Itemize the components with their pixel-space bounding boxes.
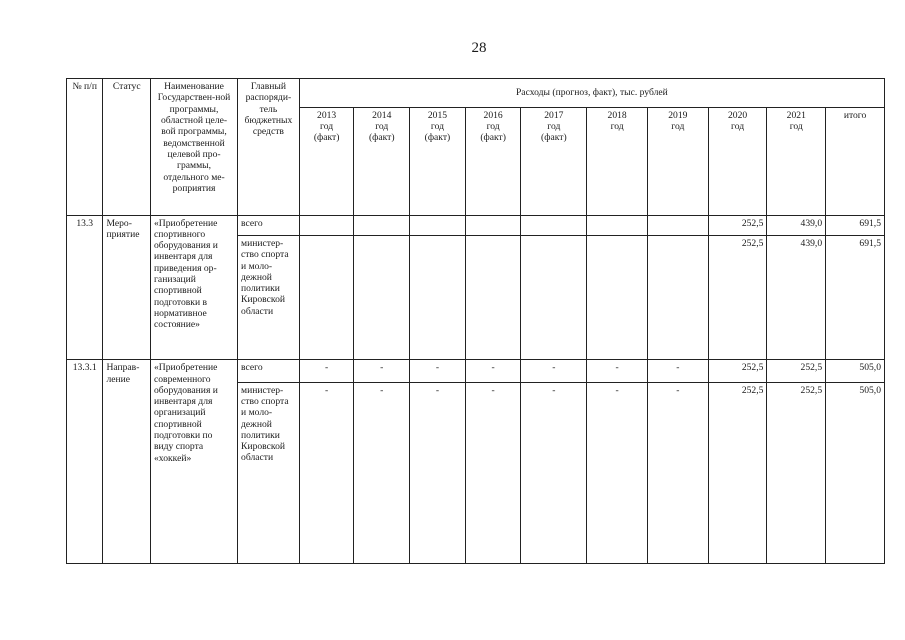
cell-value: -: [587, 382, 648, 563]
header-admin: Главный распоряди-тель бюджетных средств: [238, 79, 300, 216]
cell-value: 252,5: [767, 360, 826, 382]
cell-total: 505,0: [826, 360, 885, 382]
cell-total: 691,5: [826, 235, 885, 359]
cell-value: 439,0: [767, 215, 826, 235]
cell-value: -: [587, 360, 648, 382]
header-expenses: Расходы (прогноз, факт), тыс. рублей: [299, 79, 884, 108]
cell-value: [299, 235, 354, 359]
header-year-2014: 2014 год (факт): [354, 107, 410, 215]
header-year-2020: 2020 год: [708, 107, 767, 215]
cell-value: -: [647, 360, 708, 382]
table-row: [67, 215, 885, 235]
row-num: 13.3: [67, 215, 103, 360]
cell-value: 252,5: [708, 235, 767, 359]
header-year-2019: 2019 год: [647, 107, 708, 215]
cell-value: [465, 235, 521, 359]
cell-value: [647, 235, 708, 359]
row-status: Меро-приятие: [103, 215, 151, 360]
cell-value: [647, 215, 708, 235]
cell-value: [521, 215, 587, 235]
cell-value: [354, 215, 410, 235]
cell-value: [587, 215, 648, 235]
cell-value: -: [410, 382, 466, 563]
cell-total: 505,0: [826, 382, 885, 563]
cell-total: 691,5: [826, 215, 885, 235]
row-admin: всего: [238, 360, 300, 382]
row-admin: министер-ство спорта и моло-дежной политики Кировской области: [238, 235, 300, 359]
cell-value: [410, 215, 466, 235]
cell-value: [465, 215, 521, 235]
header-num: № п/п: [67, 79, 103, 216]
header-year-2013: 2013 год (факт): [299, 107, 354, 215]
cell-value: -: [299, 360, 354, 382]
cell-value: -: [354, 382, 410, 563]
table-row: [67, 360, 885, 382]
header-year-2015: 2015 год (факт): [410, 107, 466, 215]
cell-value: 252,5: [708, 360, 767, 382]
header-name: Наименование Государствен-ной программы, областной целе-вой программы, ведомственной целевой про-граммы, отдельного ме-роприятия: [151, 79, 238, 216]
cell-value: -: [410, 360, 466, 382]
row-num: 13.3.1: [67, 360, 103, 564]
row-admin: министер-ство спорта и моло-дежной политики Кировской области: [238, 382, 300, 563]
cell-value: -: [647, 382, 708, 563]
row-name: «Приобретение спортивного оборудования и инвентаря для приведения ор-ганизаций спортивной подготовки в нормативное состояние»: [151, 215, 238, 360]
page-number: 28: [471, 40, 487, 56]
cell-value: -: [354, 360, 410, 382]
header-year-2018: 2018 год: [587, 107, 648, 215]
cell-value: -: [521, 382, 587, 563]
cell-value: [354, 235, 410, 359]
cell-value: [521, 235, 587, 359]
header-year-2021: 2021 год: [767, 107, 826, 215]
cell-value: -: [465, 382, 521, 563]
cell-value: [410, 235, 466, 359]
budget-table: [66, 78, 885, 564]
row-name: «Приобретение современного оборудования и инвентаря для организаций спортивной подготовки по виду спорта «хоккей»: [151, 360, 238, 564]
cell-value: [299, 215, 354, 235]
cell-value: -: [465, 360, 521, 382]
cell-value: 252,5: [767, 382, 826, 563]
cell-value: 439,0: [767, 235, 826, 359]
header-status: Статус: [103, 79, 151, 216]
cell-value: -: [299, 382, 354, 563]
row-admin: всего: [238, 215, 300, 235]
header-total: итого: [826, 107, 885, 215]
header-year-2017: 2017 год (факт): [521, 107, 587, 215]
cell-value: [587, 235, 648, 359]
row-status: Направ-ление: [103, 360, 151, 564]
cell-value: 252,5: [708, 215, 767, 235]
cell-value: -: [521, 360, 587, 382]
header-year-2016: 2016 год (факт): [465, 107, 521, 215]
cell-value: 252,5: [708, 382, 767, 563]
